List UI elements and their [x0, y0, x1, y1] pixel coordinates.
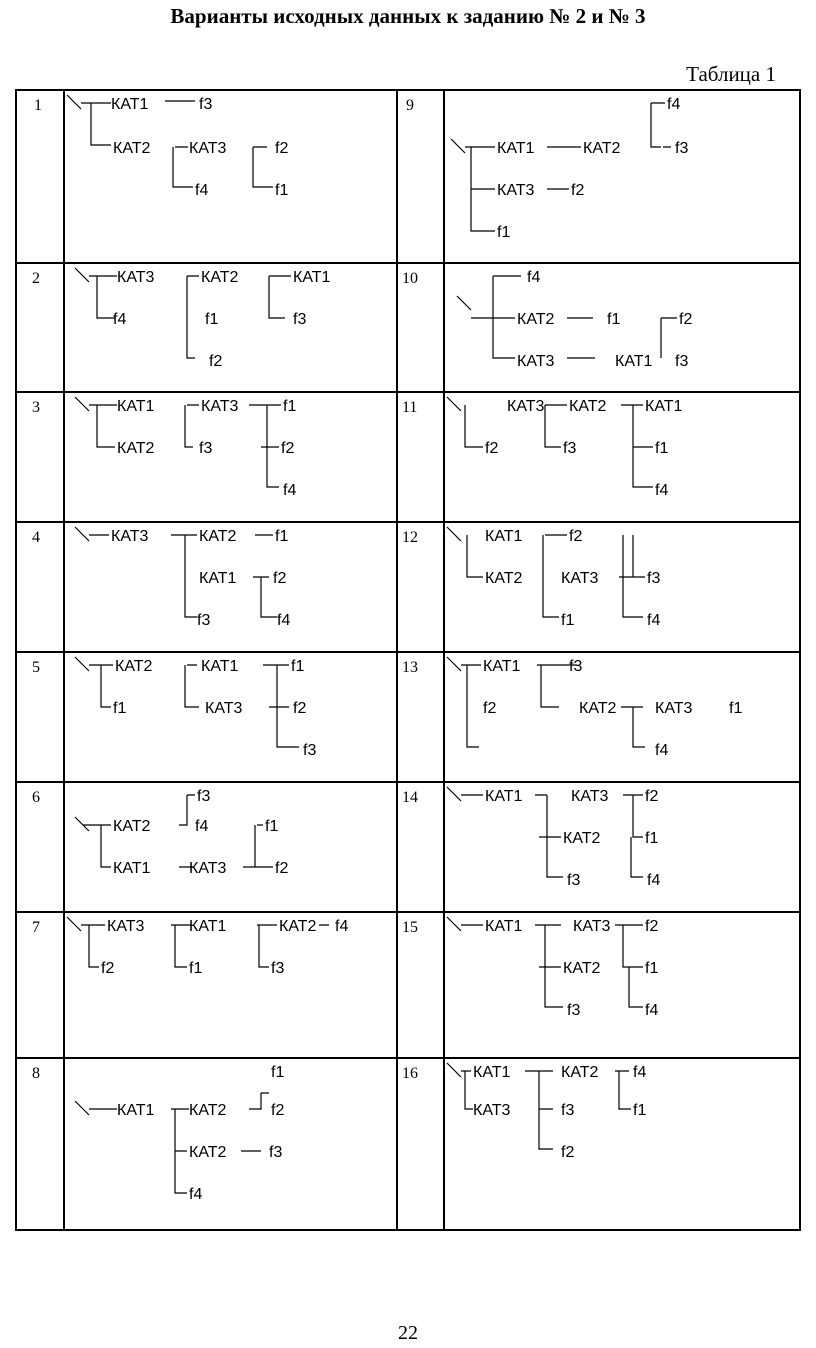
diagram-label: КАТ3: [507, 398, 545, 415]
diagram-label: f4: [655, 742, 669, 759]
table-divider: [396, 89, 398, 1231]
diagram-label: f2: [281, 440, 295, 457]
diagram-label: f1: [265, 818, 279, 835]
variant-diagram: [63, 262, 396, 391]
diagram-label: f3: [569, 658, 583, 675]
diagram-label: КАТ1: [199, 570, 237, 587]
diagram-label: КАТ2: [517, 311, 555, 328]
diagram-label: f4: [655, 482, 669, 499]
table-border-bottom: [15, 1229, 801, 1231]
diagram-label: f4: [277, 612, 291, 629]
variant-diagram: [443, 391, 799, 521]
diagram-label: f3: [199, 440, 213, 457]
diagram-label: f2: [485, 440, 499, 457]
diagram-label: КАТ1: [483, 658, 521, 675]
diagram-label: f1: [275, 182, 289, 199]
variant-diagram: [63, 651, 396, 781]
diagram-label: КАТ3: [517, 353, 555, 370]
diagram-label: f2: [101, 960, 115, 977]
page-title: Варианты исходных данных к заданию № 2 и № 3: [170, 4, 646, 28]
diagram-label: f1: [655, 440, 669, 457]
variant-number: 8: [32, 1065, 40, 1082]
diagram-label: f1: [645, 830, 659, 847]
diagram-label: f1: [291, 658, 305, 675]
diagram-label: КАТ1: [113, 860, 151, 877]
diagram-label: КАТ1: [497, 140, 535, 157]
variant-number: 16: [402, 1065, 418, 1082]
variant-number: 5: [32, 659, 40, 676]
diagram-label: КАТ1: [485, 918, 523, 935]
diagram-label: КАТ2: [199, 528, 237, 545]
variant-diagram: [443, 89, 799, 262]
variant-diagram: [63, 911, 396, 1057]
diagram-label: КАТ1: [117, 398, 155, 415]
variant-diagram: [63, 89, 396, 262]
diagram-label: f1: [497, 224, 511, 241]
variant-number: 11: [402, 399, 418, 416]
diagram-label: КАТ3: [497, 182, 535, 199]
diagram-label: КАТ2: [201, 269, 239, 286]
diagram-label: f3: [293, 311, 307, 328]
diagram-label: f4: [667, 96, 681, 113]
diagram-label: КАТ2: [117, 440, 155, 457]
diagram-label: КАТ3: [561, 570, 599, 587]
diagram-label: КАТ3: [473, 1102, 511, 1119]
variant-diagram: [63, 1057, 396, 1229]
diagram-label: КАТ1: [111, 96, 149, 113]
diagram-label: КАТ2: [561, 1064, 599, 1081]
diagram-label: f2: [273, 570, 287, 587]
diagram-label: f1: [189, 960, 203, 977]
diagram-label: КАТ3: [189, 860, 227, 877]
diagram-label: f2: [571, 182, 585, 199]
table-caption: Таблица 1: [686, 62, 776, 86]
diagram-label: f4: [113, 311, 127, 328]
diagram-label: КАТ2: [563, 960, 601, 977]
diagram-label: f4: [195, 182, 209, 199]
diagram-label: КАТ1: [201, 658, 239, 675]
diagram-label: f1: [271, 1064, 285, 1081]
diagram-label: КАТ3: [107, 918, 145, 935]
diagram-label: f1: [561, 612, 575, 629]
diagram-label: КАТ3: [571, 788, 609, 805]
diagram-label: КАТ1: [485, 788, 523, 805]
diagram-label: КАТ2: [485, 570, 523, 587]
variant-number: 15: [402, 919, 418, 936]
diagram-label: f1: [633, 1102, 647, 1119]
diagram-label: f3: [567, 1002, 581, 1019]
variant-number: 1: [34, 97, 42, 114]
variant-diagram: [63, 781, 396, 911]
variant-diagram: [63, 521, 396, 651]
diagram-label: КАТ1: [473, 1064, 511, 1081]
diagram-label: f2: [569, 528, 583, 545]
variant-diagram: [443, 521, 799, 651]
diagram-label: f3: [563, 440, 577, 457]
diagram-label: f3: [561, 1102, 575, 1119]
diagram-label: f2: [483, 700, 497, 717]
diagram-label: f4: [189, 1186, 203, 1203]
variant-number: 13: [402, 659, 418, 676]
variant-number: 2: [32, 270, 40, 287]
diagram-label: f2: [561, 1144, 575, 1161]
variant-diagram: [443, 651, 799, 781]
diagram-label: КАТ3: [573, 918, 611, 935]
diagram-label: f2: [645, 918, 659, 935]
diagram-label: f2: [209, 353, 223, 370]
diagram-label: f1: [645, 960, 659, 977]
diagram-label: КАТ1: [645, 398, 683, 415]
variant-number: 9: [406, 97, 414, 114]
diagram-label: f1: [113, 700, 127, 717]
diagram-label: КАТ2: [569, 398, 607, 415]
diagram-label: f3: [269, 1144, 283, 1161]
table-border-left: [15, 89, 17, 1231]
diagram-label: КАТ3: [117, 269, 155, 286]
diagram-label: КАТ1: [615, 353, 653, 370]
diagram-label: f4: [645, 1002, 659, 1019]
diagram-label: КАТ2: [115, 658, 153, 675]
diagram-label: КАТ1: [117, 1102, 155, 1119]
diagram-label: КАТ2: [279, 918, 317, 935]
diagram-label: f4: [647, 612, 661, 629]
diagram-label: КАТ2: [189, 1102, 227, 1119]
variant-number: 6: [32, 789, 40, 806]
diagram-label: КАТ1: [293, 269, 331, 286]
diagram-label: f2: [679, 311, 693, 328]
variant-diagram: [63, 391, 396, 521]
diagram-label: f3: [303, 742, 317, 759]
diagram-label: КАТ2: [579, 700, 617, 717]
variants-table: [15, 89, 801, 1231]
diagram-label: f4: [335, 918, 349, 935]
diagram-label: f4: [195, 818, 209, 835]
variant-number: 4: [32, 529, 40, 546]
diagram-label: КАТ3: [111, 528, 149, 545]
diagram-label: f3: [271, 960, 285, 977]
diagram-label: f4: [283, 482, 297, 499]
variant-diagram: [443, 1057, 799, 1229]
diagram-label: f1: [205, 311, 219, 328]
diagram-label: КАТ1: [485, 528, 523, 545]
diagram-label: f3: [199, 96, 213, 113]
diagram-label: f2: [293, 700, 307, 717]
diagram-label: f1: [275, 528, 289, 545]
variant-diagram: [443, 262, 799, 391]
diagram-label: КАТ3: [201, 398, 239, 415]
variant-number: 10: [402, 270, 418, 287]
page-number: 22: [398, 1322, 418, 1344]
table-border-right: [799, 89, 801, 1231]
diagram-label: КАТ2: [189, 1144, 227, 1161]
diagram-label: f1: [283, 398, 297, 415]
diagram-label: КАТ3: [205, 700, 243, 717]
variant-diagram: [443, 911, 799, 1057]
diagram-label: f3: [197, 612, 211, 629]
diagram-label: КАТ2: [113, 818, 151, 835]
variant-number: 7: [32, 919, 40, 936]
diagram-label: КАТ2: [113, 140, 151, 157]
diagram-label: КАТ2: [583, 140, 621, 157]
variant-number: 3: [32, 399, 40, 416]
diagram-label: f3: [675, 353, 689, 370]
diagram-label: f2: [275, 860, 289, 877]
diagram-label: f1: [607, 311, 621, 328]
variant-diagram: [443, 781, 799, 911]
diagram-label: f3: [197, 788, 211, 805]
diagram-label: f2: [275, 140, 289, 157]
diagram-label: f3: [647, 570, 661, 587]
variant-number: 12: [402, 529, 418, 546]
diagram-label: КАТ3: [189, 140, 227, 157]
diagram-label: f1: [729, 700, 743, 717]
diagram-label: КАТ1: [189, 918, 227, 935]
diagram-label: КАТ2: [563, 830, 601, 847]
diagram-label: f2: [271, 1102, 285, 1119]
diagram-label: КАТ3: [655, 700, 693, 717]
diagram-label: f4: [527, 269, 541, 286]
diagram-label: f4: [633, 1064, 647, 1081]
diagram-label: f2: [645, 788, 659, 805]
variant-number: 14: [402, 789, 418, 806]
diagram-label: f3: [567, 872, 581, 889]
diagram-label: f4: [647, 872, 661, 889]
diagram-label: f3: [675, 140, 689, 157]
